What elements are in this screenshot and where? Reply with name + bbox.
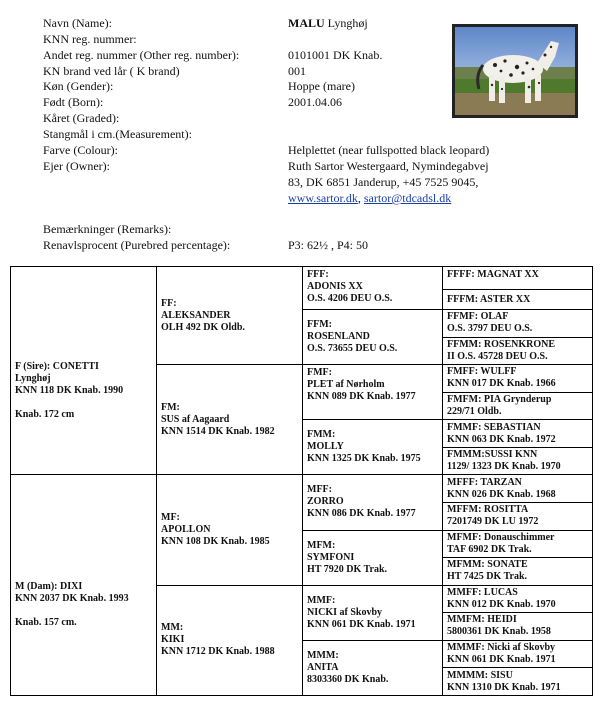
dam-line [15, 605, 152, 617]
brand-label: KN brand ved lår ( K brand) [43, 64, 180, 78]
ancestor-line: KNN 1514 DK Knab. 1982 [161, 425, 275, 437]
mfmf-cell [443, 530, 593, 558]
owner-email-link[interactable]: sartor@tdcadsl.dk [363, 191, 452, 205]
ancestor-line: KNN 1325 DK Knab. 1975 [307, 453, 421, 465]
colour-value: Helplettet (near fullspotted black leopard) [288, 143, 490, 157]
ancestor-line: MM: [161, 622, 184, 634]
ancestor-line: 8303360 DK Knab. [307, 673, 389, 685]
ancestor-line: FMMF: SEBASTIAN [447, 421, 541, 433]
ancestor-line: MFFM: ROSITTA [447, 504, 529, 516]
ancestor-line: MFF: [307, 484, 332, 496]
ancestor-line: FFFF: MAGNAT XX [447, 269, 539, 280]
sire-line: Knab. 172 cm [15, 408, 75, 420]
purebred-value: P3: 62½ , P4: 50 [288, 238, 369, 252]
fmfm-cell [443, 392, 593, 420]
ancestor-line: KNN 063 DK Knab. 1972 [447, 433, 556, 445]
fm-cell [157, 365, 303, 475]
other-reg-value: 0101001 DK Knab. [288, 48, 383, 62]
ancestor-line: KNN 086 DK Knab. 1977 [307, 508, 416, 520]
fmm-cell [303, 420, 443, 475]
ancestor-line: MMFF: LUCAS [447, 586, 518, 598]
ffmf-cell [443, 310, 593, 338]
owner-contact-separator: , [357, 191, 364, 205]
ancestor-line: MOLLY [307, 441, 344, 453]
measurement-label: Stangmål i cm.(Measurement): [43, 127, 192, 141]
ancestor-line: FMFF: WULFF [447, 366, 517, 378]
owner-line2: 83, DK 6851 Janderup, +45 7525 9045, [288, 175, 479, 189]
ancestor-line: MMMM: SISU [447, 669, 513, 681]
ancestor-line: 5800361 DK Knab. 1958 [447, 626, 551, 638]
mmf-cell [303, 585, 443, 640]
ancestor-line: FFMM: ROSENKRONE [447, 338, 556, 350]
ancestor-line: FMFM: PIA Grynderup [447, 393, 552, 405]
owner-label: Ejer (Owner): [43, 159, 110, 173]
ancestor-line: MFM: [307, 539, 336, 551]
dam-line: M (Dam): DIXI [15, 581, 83, 593]
born-label: Født (Born): [43, 95, 104, 109]
mf-cell [157, 475, 303, 585]
fmf-cell [303, 365, 443, 420]
ancestor-line: FMF: [307, 367, 332, 379]
graded-label: Kåret (Graded): [43, 111, 120, 125]
ancestor-line: II O.S. 45728 DEU O.S. [447, 350, 548, 362]
fmff-cell [443, 365, 593, 393]
ancestor-line: KNN 089 DK Knab. 1977 [307, 391, 416, 403]
mmfm-cell [443, 613, 593, 641]
ancestor-line: OLH 492 DK Oldb. [161, 321, 245, 333]
ancestor-line: ADONIS XX [307, 281, 363, 292]
mffm-cell [443, 502, 593, 530]
mfmm-cell [443, 558, 593, 586]
ancestor-line: APOLLON [161, 524, 211, 535]
ancestor-line: KNN 026 DK Knab. 1968 [447, 488, 556, 500]
ancestor-line: FFMF: OLAF [447, 311, 509, 323]
remarks-label: Bemærkninger (Remarks): [43, 222, 172, 236]
gender-value: Hoppe (mare) [288, 79, 355, 93]
ancestor-line: FM: [161, 401, 180, 413]
sire-line: KNN 118 DK Knab. 1990 [15, 384, 124, 396]
ancestor-line: KNN 108 DK Knab. 1985 [161, 536, 270, 547]
colour-label: Farve (Colour): [43, 143, 118, 157]
mmff-cell [443, 585, 593, 613]
ancestor-line: MMFM: HEIDI [447, 614, 517, 626]
ancestor-line: HT 7920 DK Trak. [307, 563, 388, 575]
ancestor-line: MMM: [307, 649, 339, 661]
fff-cell [303, 267, 443, 310]
ancestor-line: MFMF: Donauschimmer [447, 531, 555, 543]
fmmm-cell [443, 447, 593, 475]
ancestor-line: ROSENLAND [307, 331, 370, 343]
ancestor-line: HT 7425 DK Trak. [447, 571, 528, 583]
name-value: MALU Lynghøj [288, 16, 368, 30]
ancestor-line: KNN 1310 DK Knab. 1971 [447, 681, 561, 693]
owner-website-link[interactable]: www.sartor.dk [288, 191, 358, 205]
ancestor-line: KNN 012 DK Knab. 1970 [447, 598, 556, 610]
ffff-cell [443, 267, 593, 290]
ffmm-cell [443, 337, 593, 365]
mfff-cell [443, 475, 593, 503]
ancestor-line: KNN 1712 DK Knab. 1988 [161, 646, 275, 658]
name-label: Navn (Name): [43, 16, 112, 30]
ancestor-line: ZORRO [307, 496, 344, 508]
sire-line: Lynghøj [15, 372, 51, 384]
sire-line: F (Sire): CONETTI [15, 360, 99, 372]
ancestor-line: MMF: [307, 594, 336, 606]
ancestor-line: ANITA [307, 661, 339, 673]
owner-line1: Ruth Sartor Westergaard, Nymindegabvej [288, 159, 489, 173]
ancestor-line: KNN 061 DK Knab. 1971 [447, 654, 556, 666]
ancestor-line: ALEKSANDER [161, 309, 231, 321]
dam-line: Knab. 157 cm. [15, 617, 77, 629]
ancestor-line: SYMFONI [307, 551, 355, 563]
ancestor-line: MMMF: Nicki af Skovby [447, 642, 556, 654]
ancestor-line: 7201749 DK LU 1972 [447, 516, 539, 528]
mmm-cell [303, 640, 443, 695]
ancestor-line: FMMM:SUSSI KNN [447, 449, 538, 461]
ancestor-line: NICKI af Skovby [307, 606, 383, 618]
mmmf-cell [443, 640, 593, 668]
ancestor-line: MFFF: TARZAN [447, 476, 522, 488]
ancestor-line: MF: [161, 512, 180, 523]
purebred-label: Renavlsprocent (Purebred percentage): [43, 238, 231, 252]
ancestor-line: MFMM: SONATE [447, 559, 528, 571]
ancestor-line: FMM: [307, 429, 336, 441]
mfm-cell [303, 530, 443, 585]
ancestor-line: PLET af Nørholm [307, 379, 385, 391]
ancestor-line: KNN 061 DK Knab. 1971 [307, 618, 416, 630]
other-reg-label: Andet reg. nummer (Other reg. number): [43, 48, 240, 62]
sire-line [15, 397, 152, 409]
ancestor-line: FF: [161, 297, 177, 309]
ancestor-line: O.S. 3797 DEU O.S. [447, 323, 533, 335]
mmmm-cell [443, 668, 593, 696]
fffm-cell [443, 290, 593, 310]
ancestor-line: FFM: [307, 319, 332, 331]
pedigree-table [10, 266, 593, 696]
knn-label: KNN reg. nummer: [43, 32, 137, 46]
ancestor-line: 229/71 Oldb. [447, 405, 502, 417]
ff-cell [157, 267, 303, 365]
ancestor-line: SUS af Aagaard [161, 413, 230, 425]
ancestor-line: FFFM: ASTER XX [447, 293, 531, 305]
mff-cell [303, 475, 443, 530]
dam-cell [11, 475, 157, 696]
born-value: 2001.04.06 [288, 95, 342, 109]
fmmf-cell [443, 420, 593, 448]
horse-photo [452, 24, 578, 118]
ancestor-line: TAF 6902 DK Trak. [447, 543, 532, 555]
ancestor-line: KIKI [161, 634, 185, 646]
ancestor-line: KNN 017 DK Knab. 1966 [447, 378, 556, 390]
ancestor-line: O.S. 73655 DEU O.S. [307, 343, 398, 355]
ancestor-line: O.S. 4206 DEU O.S. [307, 293, 393, 304]
owner-contact [288, 191, 451, 205]
mm-cell [157, 585, 303, 695]
ancestor-line: FFF: [307, 269, 329, 280]
ffm-cell [303, 310, 443, 365]
brand-value: 001 [288, 64, 306, 78]
gender-label: Køn (Gender): [43, 79, 114, 93]
dam-line: KNN 2037 DK Knab. 1993 [15, 593, 129, 605]
ancestor-line: 1129/ 1323 DK Knab. 1970 [447, 461, 561, 473]
sire-cell [11, 267, 157, 475]
